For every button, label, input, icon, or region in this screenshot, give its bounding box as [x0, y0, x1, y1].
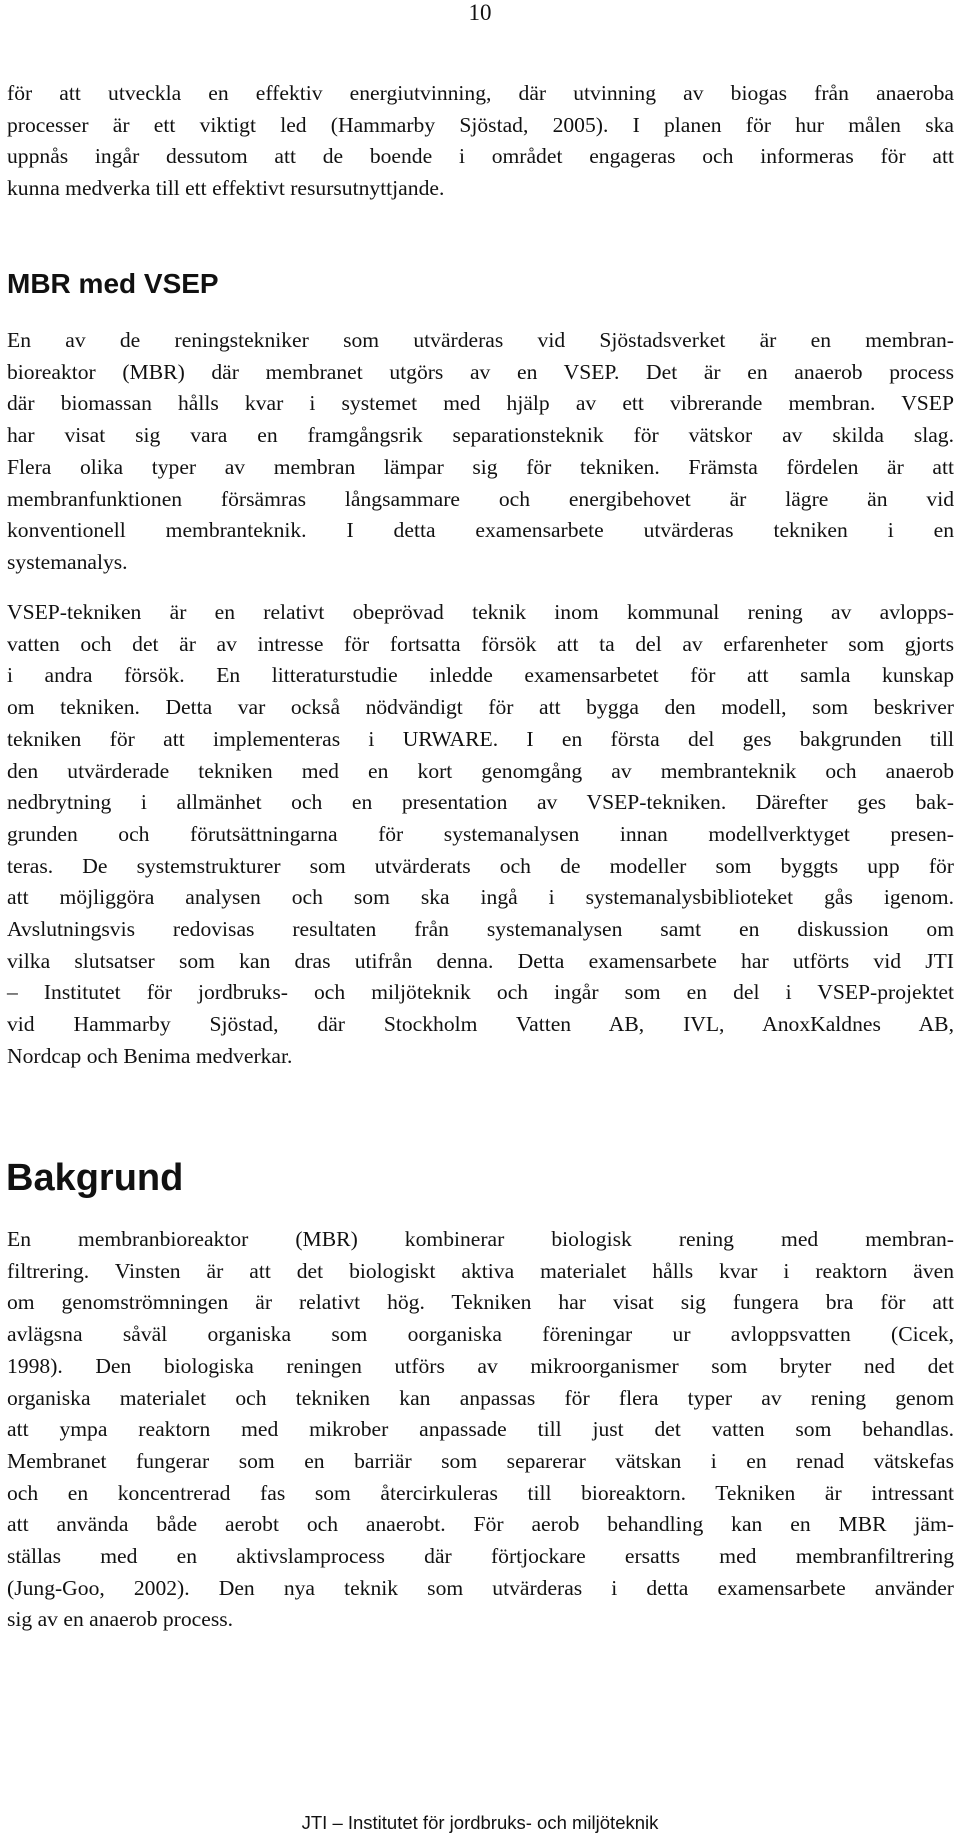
text-line: att använda både aerobt och anaerobt. För aerob behandling kan en MBR jäm- [7, 1512, 954, 1537]
section-heading-bakgrund: Bakgrund [6, 1157, 184, 1199]
text-line: systemanalys. [7, 549, 128, 574]
text-line: den utvärderade tekniken med en kort genomgång av membranteknik och anaerob [7, 758, 954, 783]
intro-paragraph [7, 78, 954, 205]
text-line: 1998). Den biologiska reningen utförs av mikroorganismer som bryter ned det [7, 1353, 954, 1378]
text-line: att ympa reaktorn med mikrober anpassade till just det vatten som behandlas. [7, 1417, 954, 1442]
text-line: har visat sig vara en framgångsrik separationsteknik för vätskor av skilda slag. [7, 423, 954, 448]
section-heading-mbr: MBR med VSEP [7, 268, 219, 299]
text-line: membranfunktionen försämras långsammare och energibehovet är lägre än vid [7, 486, 954, 511]
bakgrund-paragraph [7, 1224, 954, 1636]
text-line: vatten och det är av intresse för fortsatta försök att ta del av erfarenheter som gjorts [7, 631, 954, 656]
text-line: nedbrytning i allmänhet och en presentation av VSEP-tekniken. Därefter ges bak- [7, 790, 954, 815]
page-number: 10 [468, 0, 492, 25]
text-line: och en koncentrerad fas som återcirkuleras till bioreaktorn. Tekniken är intressant [7, 1480, 954, 1505]
text-line: vilka slutsatser som kan dras utifrån denna. Detta examensarbete har utförts vid JTI [7, 948, 954, 973]
text-line: grunden och förutsättningarna för systemanalysen innan modellverktyget presen- [7, 821, 954, 846]
text-line: organiska materialet och tekniken kan anpassas för flera typer av rening genom [7, 1385, 954, 1410]
text-line: Avslutningsvis redovisas resultaten från systemanalysen samt en diskussion om [7, 917, 954, 942]
text-line: sig av en anaerob process. [7, 1607, 234, 1632]
text-line: En membranbioreaktor (MBR) kombinerar biologisk rening med membran- [7, 1227, 954, 1251]
text-line: Membranet fungerar som en barriär som separerar vätskan i en renad vätskefas [7, 1448, 954, 1473]
text-line: om tekniken. Detta var också nödvändigt för att bygga den modell, som beskriver [7, 695, 954, 720]
text-line: tekniken för att implementeras i URWARE. I en första del ges bakgrunden till [7, 726, 954, 751]
text-line: avlägsna såväl organiska som oorganiska föreningar ur avloppsvatten (Cicek, [7, 1322, 954, 1347]
text-line: om genomströmningen är relativt hög. Tekniken har visat sig fungera bra för att [7, 1290, 954, 1315]
text-line: processer är ett viktigt led (Hammarby Sjöstad, 2005). I planen för hur målen ska [7, 112, 954, 137]
text-line: filtrering. Vinsten är att det biologiskt aktiva materialet hålls kvar i reaktorn även [7, 1258, 954, 1283]
text-line: (Jung-Goo, 2002). Den nya teknik som utvärderas i detta examensarbete använder [7, 1575, 954, 1600]
mbr-paragraph-1 [7, 325, 954, 579]
text-line: – Institutet för jordbruks- och miljöteknik och ingår som en del i VSEP-projektet [7, 980, 954, 1005]
text-line: där biomassan hålls kvar i systemet med hjälp av ett vibrerande membran. VSEP [7, 391, 954, 416]
text-line: bioreaktor (MBR) där membranet utgörs av en VSEP. Det är en anaerob process [7, 359, 954, 384]
text-line: ställas med en aktivslamprocess där förtjockare ersatts med membranfiltrering [7, 1544, 954, 1569]
text-line: vid Hammarby Sjöstad, där Stockholm Vatten AB, IVL, AnoxKaldnes AB, [7, 1012, 954, 1037]
page-footer: JTI – Institutet för jordbruks- och miljöteknik [301, 1812, 659, 1833]
text-line: att möjliggöra analysen och som ska ingå i systemanalysbiblioteket gås igenom. [7, 885, 954, 910]
text-line: konventionell membranteknik. I detta examensarbete utvärderas tekniken i en [7, 518, 954, 543]
text-line: Flera olika typer av membran lämpar sig för tekniken. Främsta fördelen är att [7, 454, 954, 479]
mbr-paragraph-2 [7, 597, 954, 1073]
text-line: i andra försök. En litteraturstudie inledde examensarbetet för att samla kunskap [7, 663, 954, 688]
text-line: VSEP-tekniken är en relativt obeprövad teknik inom kommunal rening av avlopps- [7, 600, 954, 624]
text-line: för att utveckla en effektiv energiutvinning, där utvinning av biogas från anaeroba [7, 81, 954, 105]
text-line: teras. De systemstrukturer som utvärderats och de modeller som byggts upp för [7, 853, 954, 878]
text-line: En av de reningstekniker som utvärderas vid Sjöstadsverket är en membran- [7, 328, 954, 352]
text-line: uppnås ingår dessutom att de boende i området engageras och informeras för att [7, 144, 954, 169]
text-line: Nordcap och Benima medverkar. [7, 1043, 293, 1068]
text-line: kunna medverka till ett effektivt resursutnyttjande. [7, 176, 445, 201]
